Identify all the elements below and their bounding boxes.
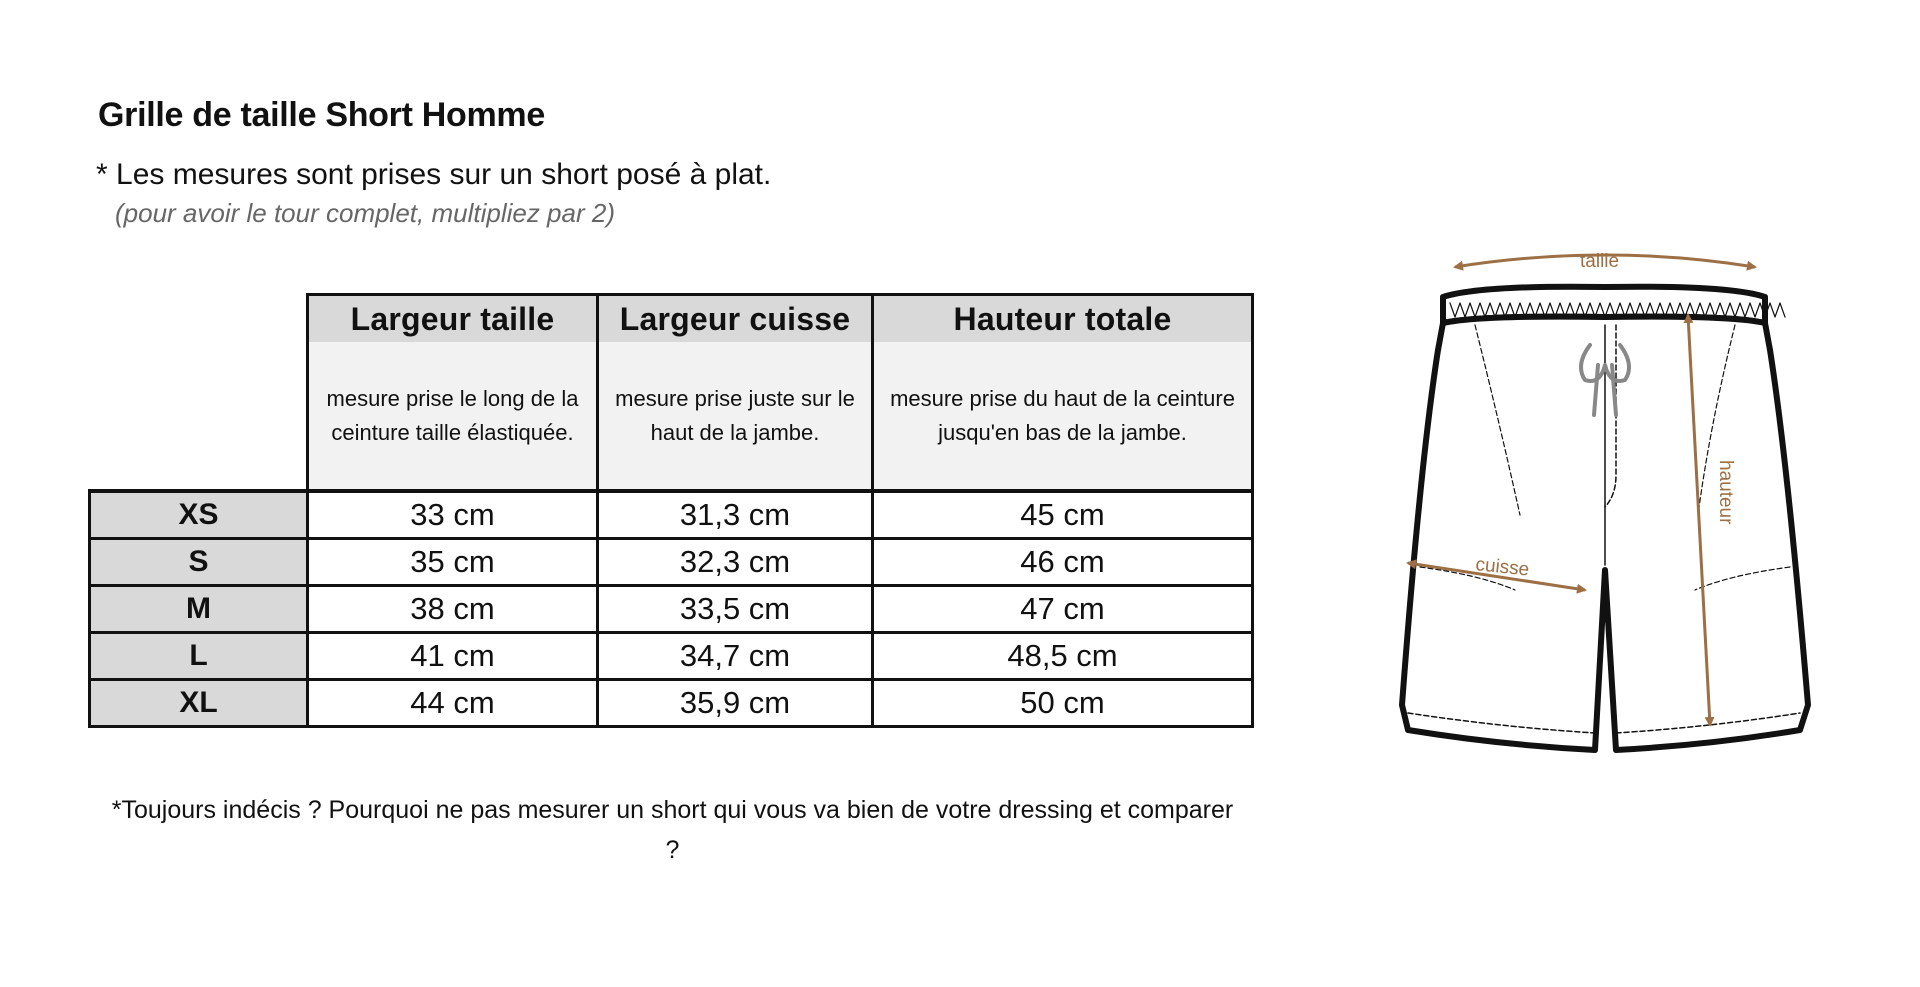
column-header-waist: Largeur taille [308,295,598,343]
size-table [88,293,1254,728]
column-header-thigh: Largeur cuisse [598,295,873,343]
table-cell: 33,5 cm [598,586,873,633]
size-label: S [90,539,308,586]
table-cell: 46 cm [873,539,1253,586]
table-cell: 31,3 cm [598,491,873,539]
page-title: Grille de taille Short Homme [98,96,545,134]
table-cell: 35 cm [308,539,598,586]
table-cell: 33 cm [308,491,598,539]
measurement-note: * Les mesures sont prises sur un short posé à plat. [96,158,772,191]
table-row [90,586,1253,633]
table-cell: 47 cm [873,586,1253,633]
table-cell: 44 cm [308,680,598,727]
size-label: XS [90,491,308,539]
table-cell: 48,5 cm [873,633,1253,680]
column-description-waist: mesure prise le long de la ceinture taille élastiquée. [308,342,598,491]
shorts-illustration [1380,245,1850,775]
column-header-height: Hauteur totale [873,295,1253,343]
table-cell: 45 cm [873,491,1253,539]
size-label: M [90,586,308,633]
table-row [90,680,1253,727]
table-cell: 35,9 cm [598,680,873,727]
size-label: L [90,633,308,680]
table-cell: 41 cm [308,633,598,680]
table-cell: 50 cm [873,680,1253,727]
measurement-subnote: (pour avoir le tour complet, multipliez par 2) [115,198,615,228]
table-cell: 34,7 cm [598,633,873,680]
table-row [90,539,1253,586]
footer-note: *Toujours indécis ? Pourquoi ne pas mesurer un short qui vous va bien de votre dressing et comparer ? [111,796,1234,864]
height-label: hauteur [1715,460,1736,525]
table-row [90,633,1253,680]
column-description-height: mesure prise du haut de la ceinture jusqu'en bas de la jambe. [873,342,1253,491]
table-cell: 38 cm [308,586,598,633]
table-corner [90,295,308,492]
shorts-outline [1402,287,1808,750]
size-label: XL [90,680,308,727]
table-header-row [90,295,1253,343]
thigh-label: cuisse [1474,554,1531,581]
waist-label: taille [1580,251,1620,272]
table-row [90,491,1253,539]
table-cell: 32,3 cm [598,539,873,586]
column-description-thigh: mesure prise juste sur le haut de la jambe. [598,342,873,491]
